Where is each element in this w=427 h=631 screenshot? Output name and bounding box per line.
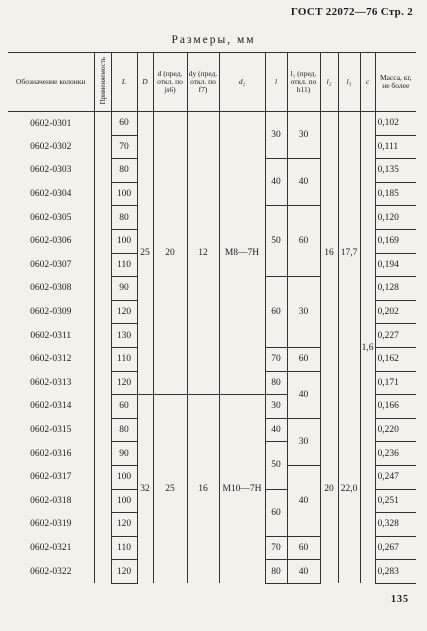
cell-designation: 0602-0306 [30,236,72,247]
table-body [8,112,416,584]
cell-mass: 0,251 [375,489,416,513]
cell-designation: 0602-0309 [30,307,72,318]
cell-L: 110 [111,536,137,560]
cell-dy: 16 [187,395,219,584]
cell-designation: 0602-0318 [30,495,72,506]
cell-L: 80 [111,159,137,183]
dimensions-table [8,52,416,584]
cell-mass: 0,236 [375,442,416,466]
cell-L: 70 [111,135,137,159]
cell-L: 130 [111,324,137,348]
cell-mass: 0,267 [375,536,416,560]
cell-l: 30 [265,395,287,419]
cell-d2: M10—7H [219,395,265,584]
col-designation: Обозначение колонки [8,53,94,112]
cell-l1: 40 [287,371,320,418]
cell-applicability [94,206,111,230]
cell-l1: 30 [287,418,320,465]
cell-L: 90 [111,277,137,301]
cell-l3: 17,7 [338,112,360,395]
cell-mass: 0,220 [375,418,416,442]
cell-mass: 0,283 [375,560,416,584]
cell-l: 80 [265,560,287,584]
cell-applicability [94,395,111,419]
col-L: L [111,53,137,112]
page-number: 135 [391,594,409,605]
cell-D: 32 [137,395,153,584]
col-l: l [265,53,287,112]
cell-L: 60 [111,112,137,136]
cell-designation: 0602-0316 [30,448,72,459]
cell-applicability [94,371,111,395]
cell-L: 90 [111,442,137,466]
table-caption: Размеры, мм [171,34,256,46]
cell-d: 20 [153,112,187,395]
cell-mass: 0,162 [375,347,416,371]
cell-mass: 0,102 [375,112,416,136]
cell-mass: 0,185 [375,182,416,206]
cell-mass: 0,120 [375,206,416,230]
cell-designation: 0602-0311 [30,330,72,341]
table-row [8,112,416,136]
cell-applicability [94,159,111,183]
cell-designation: 0602-0312 [30,354,72,365]
cell-applicability [94,442,111,466]
cell-L: 100 [111,182,137,206]
cell-mass: 0,227 [375,324,416,348]
cell-applicability [94,277,111,301]
cell-applicability [94,513,111,537]
col-l1: l₁ (пред. откл. по h11) [287,53,320,112]
cell-designation: 0602-0319 [30,519,72,530]
cell-mass: 0,169 [375,229,416,253]
cell-designation: 0602-0301 [30,118,72,129]
cell-mass: 0,328 [375,513,416,537]
cell-l3: 22,0 [338,395,360,584]
cell-mass: 0,247 [375,465,416,489]
cell-L: 110 [111,347,137,371]
cell-l: 60 [265,277,287,348]
cell-l2: 20 [320,395,338,584]
cell-l: 80 [265,371,287,395]
col-D: D [137,53,153,112]
cell-L: 100 [111,229,137,253]
cell-designation: 0602-0322 [30,566,72,577]
cell-designation: 0602-0321 [30,542,72,553]
cell-l: 60 [265,489,287,536]
cell-applicability [94,560,111,584]
cell-applicability [94,324,111,348]
cell-designation: 0602-0308 [30,283,72,294]
cell-applicability [94,253,111,277]
cell-applicability [94,229,111,253]
col-l3: l₃ [338,53,360,112]
cell-d2: M8—7H [219,112,265,395]
cell-l: 30 [265,112,287,159]
cell-applicability [94,112,111,136]
cell-d: 25 [153,395,187,584]
cell-L: 80 [111,418,137,442]
cell-l: 40 [265,418,287,442]
cell-applicability [94,465,111,489]
cell-l: 50 [265,442,287,489]
header-row [8,53,416,112]
cell-l1: 40 [287,560,320,584]
cell-l2: 16 [320,112,338,395]
cell-l1: 60 [287,536,320,560]
col-mass: Масса, кг, не более [375,53,416,112]
col-c: c [360,53,375,112]
cell-designation: 0602-0303 [30,165,72,176]
cell-L: 60 [111,395,137,419]
cell-applicability [94,489,111,513]
cell-designation: 0602-0317 [30,472,72,483]
cell-mass: 0,135 [375,159,416,183]
cell-mass: 0,202 [375,300,416,324]
cell-l: 50 [265,206,287,277]
cell-l1: 40 [287,159,320,206]
cell-l: 70 [265,536,287,560]
cell-applicability [94,182,111,206]
col-dy: dу (пред. откл. по f7) [187,53,219,112]
cell-L: 100 [111,465,137,489]
cell-L: 120 [111,371,137,395]
cell-applicability [94,418,111,442]
cell-mass: 0,111 [375,135,416,159]
cell-designation: 0602-0313 [30,377,72,388]
cell-l1: 30 [287,112,320,159]
cell-applicability [94,536,111,560]
cell-designation: 0602-0305 [30,212,72,223]
cell-l1: 30 [287,277,320,348]
cell-mass: 0,128 [375,277,416,301]
cell-l1: 40 [287,465,320,536]
col-l2: l₂ [320,53,338,112]
cell-l1: 60 [287,206,320,277]
col-d2: d₂ [219,53,265,112]
cell-c: 1,6 [360,112,375,584]
cell-designation: 0602-0304 [30,189,72,200]
table-row [8,395,416,419]
cell-l1: 60 [287,347,320,371]
col-applicability: Применяемость [94,53,111,112]
cell-designation: 0602-0315 [30,425,72,436]
cell-L: 80 [111,206,137,230]
cell-designation: 0602-0307 [30,259,72,270]
cell-L: 120 [111,513,137,537]
cell-mass: 0,194 [375,253,416,277]
cell-l: 40 [265,159,287,206]
cell-designation: 0602-0314 [30,401,72,412]
cell-l: 70 [265,347,287,371]
cell-mass: 0,171 [375,371,416,395]
col-d: d (пред. откл. по js6) [153,53,187,112]
cell-L: 110 [111,253,137,277]
cell-D: 25 [137,112,153,395]
cell-applicability [94,300,111,324]
cell-dy: 12 [187,112,219,395]
cell-applicability [94,347,111,371]
cell-L: 120 [111,560,137,584]
cell-designation: 0602-0302 [30,141,72,152]
cell-mass: 0,166 [375,395,416,419]
cell-L: 100 [111,489,137,513]
cell-L: 120 [111,300,137,324]
cell-applicability [94,135,111,159]
document-header: ГОСТ 22072—76 Стр. 2 [290,6,413,18]
